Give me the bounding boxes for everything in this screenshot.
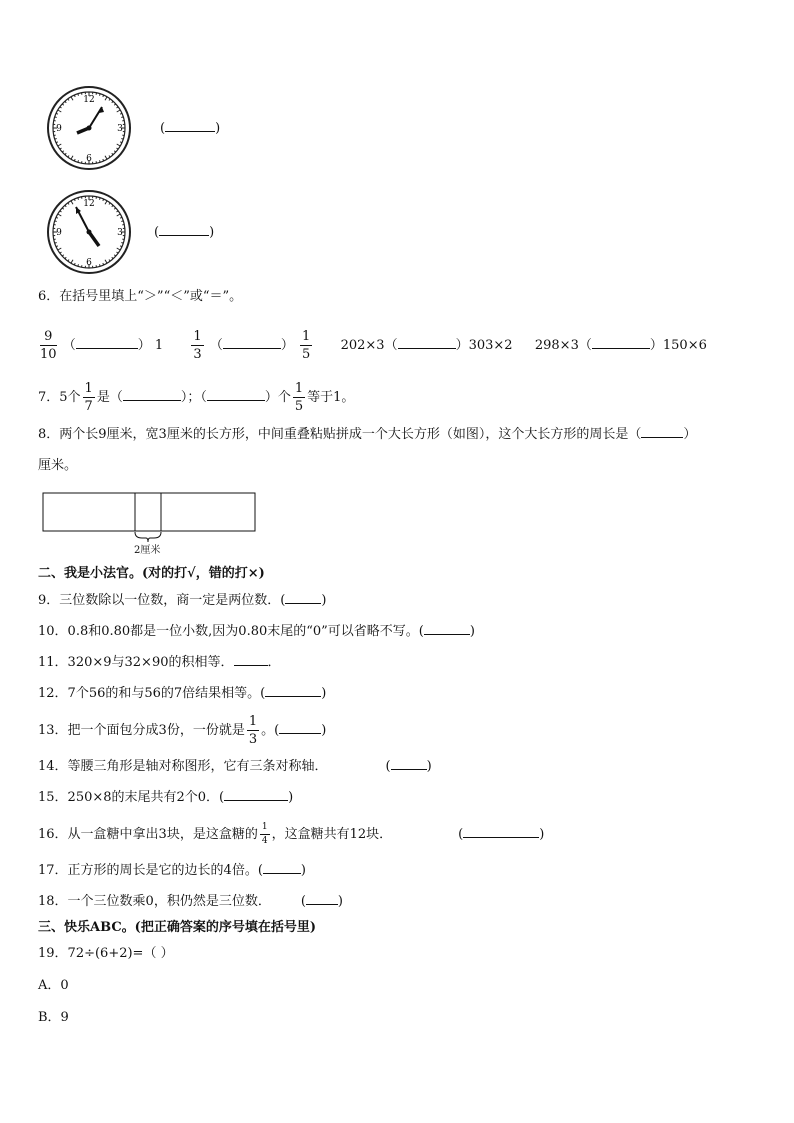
compare-blank-2[interactable] [223, 336, 281, 349]
clock-tick [55, 117, 57, 118]
answer-blank[interactable] [165, 119, 215, 132]
answer-blank[interactable] [641, 425, 683, 438]
clock-tick [121, 139, 123, 140]
answer-blank[interactable] [306, 892, 338, 905]
section-3-heading: 三、快乐ABC。(把正确答案的序号填在括号里) [38, 920, 316, 935]
clock-1-answer[interactable]: ( ) [160, 121, 221, 136]
fraction-1-5: $\frac{1}{5}$ [302, 329, 311, 362]
answer-blank[interactable] [123, 388, 181, 401]
compare-blank-1[interactable] [76, 336, 138, 349]
answer-blank[interactable] [207, 388, 265, 401]
clock-tick [55, 243, 57, 244]
question-19: 19．72÷(6+2)=（ ） [38, 946, 174, 961]
clock-1 [46, 85, 132, 171]
clock-number-3: 3 [117, 124, 123, 134]
clock-tick [121, 221, 123, 222]
clock-tick [100, 198, 101, 200]
fraction-9-10: $\frac{9}{10}$ [40, 329, 57, 362]
question-8-line-2: 厘米。 [38, 458, 78, 473]
clock-tick [100, 94, 101, 96]
question-10: 10．0.8和0.80都是一位小数,因为0.80末尾的“0”可以省略不写。( ) [38, 624, 475, 639]
rectangle-figure [42, 492, 256, 557]
answer-blank[interactable] [263, 861, 301, 874]
clock-number-9: 9 [56, 228, 62, 238]
clock-face-icon [46, 189, 132, 275]
question-7: 7．5个 $\frac{1}{7}$ 是（ ）；（ ）个 $\frac{1}{5}$ 等于1。 [38, 381, 355, 414]
question-8-line-1: 8．两个长9厘米，宽3厘米的长方形，中间重叠粘贴拼成一个大长方形（如图），这个大长方形的周长是（ ） [38, 427, 697, 442]
question-13: 13．把一个面包分成3份，一份就是 $\frac{1}{3}$ 。( ) [38, 714, 327, 747]
section-2-heading: 二、我是小法官。(对的打√，错的打×) [38, 566, 265, 581]
clock-tick [55, 139, 57, 140]
question-12: 12．7个56的和与56的7倍结果相等。( ) [38, 686, 327, 701]
compare-blank-3[interactable] [398, 336, 456, 349]
answer-blank[interactable] [391, 757, 427, 770]
answer-blank[interactable] [279, 721, 321, 734]
clock-tick [78, 160, 79, 162]
figure-label: 2厘米 [134, 545, 161, 556]
fraction-1-3: $\frac{1}{3}$ [248, 714, 258, 747]
fraction-1-4: $\frac{1}{4}$ [261, 822, 268, 846]
clock-tick [100, 160, 101, 162]
clock-2-answer[interactable]: ( ) [154, 225, 215, 240]
option-b[interactable]: B．9 [38, 1010, 69, 1025]
fraction-1-3: $\frac{1}{3}$ [193, 329, 202, 362]
question-6-title: 6．在括号里填上“＞”“＜”或“＝”。 [38, 289, 243, 304]
clock-tick [100, 264, 101, 266]
answer-blank[interactable] [265, 684, 321, 697]
answer-blank[interactable] [463, 825, 539, 838]
answer-blank[interactable] [424, 622, 470, 635]
clock-number-6: 6 [86, 154, 92, 164]
answer-blank[interactable] [285, 591, 321, 604]
clock-tick [78, 94, 79, 96]
option-a[interactable]: A．0 [38, 978, 69, 993]
clock-tick [78, 198, 79, 200]
clock-tick [121, 117, 123, 118]
answer-blank[interactable] [234, 653, 268, 666]
clock-number-12: 12 [83, 95, 95, 105]
question-15: 15．250×8的末尾共有2个0．( ) [38, 790, 294, 805]
compare-blank-4[interactable] [592, 336, 650, 349]
clock-number-6: 6 [86, 258, 92, 268]
answer-blank[interactable] [159, 223, 209, 236]
question-18: 18．一个三位数乘0，积仍然是三位数． ( ) [38, 894, 343, 909]
clock-number-12: 12 [83, 199, 95, 209]
fraction-1-7: $\frac{1}{7}$ [84, 381, 93, 414]
question-17: 17．正方形的周长是它的边长的4倍。( ) [38, 863, 306, 878]
question-14: 14．等腰三角形是轴对称图形，它有三条对称轴． ( ) [38, 759, 432, 774]
answer-blank[interactable] [224, 788, 288, 801]
question-16: 16．从一盒糖中拿出3块，是这盒糖的 $\frac{1}{4}$ ，这盒糖共有12块． ( ) [38, 822, 545, 846]
question-6-comparisons: $\frac{9}{10}$ （ ） 1 $\frac{1}{3}$ （ ） $\frac{1}{5}$ 202×3（ ）303×2 298×3（ ）150×6 [40, 329, 707, 362]
clock-number-3: 3 [117, 228, 123, 238]
clock-tick [55, 221, 57, 222]
clock-number-9: 9 [56, 124, 62, 134]
clock-2 [46, 189, 132, 275]
clock-tick [78, 264, 79, 266]
question-9: 9．三位数除以一位数，商一定是两位数．( ) [38, 593, 327, 608]
clock-face-icon [46, 85, 132, 171]
question-11: 11．320×9与32×90的积相等． ． [38, 655, 281, 670]
fraction-1-5: $\frac{1}{5}$ [294, 381, 304, 414]
clock-tick [121, 243, 123, 244]
